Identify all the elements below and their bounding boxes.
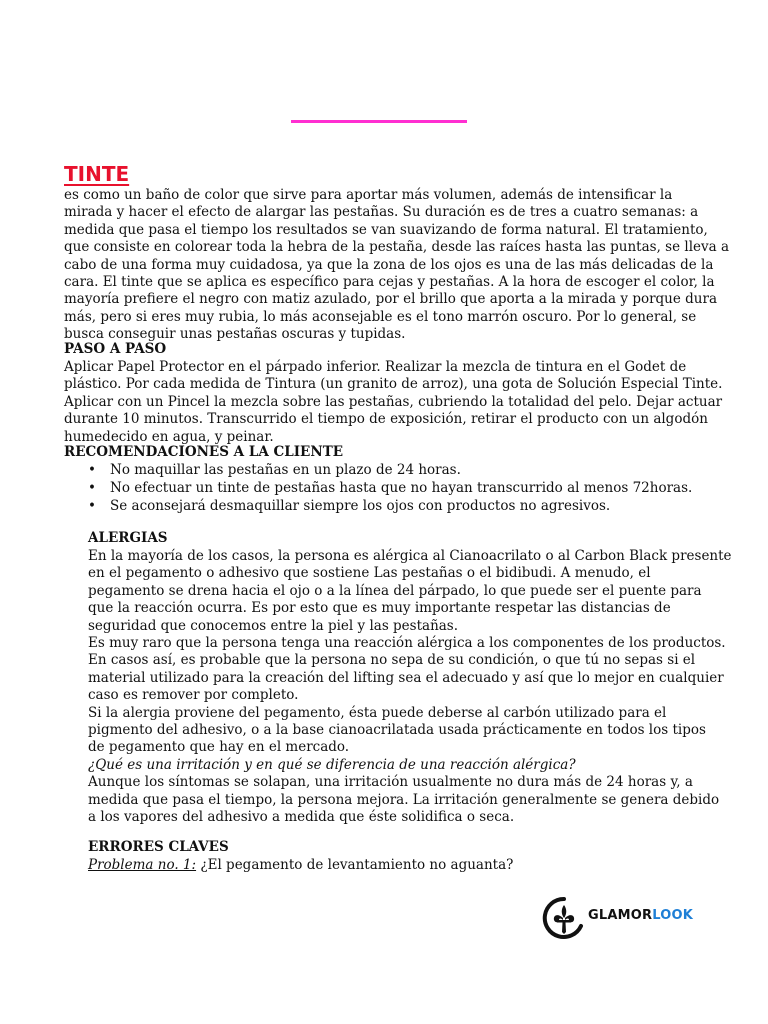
alergias-line: material utilizado para la creación del lifting sea el adecuado y así que lo mejor en cualquier bbox=[88, 669, 724, 686]
intro-line: que consiste en colorear toda la hebra de la pestaña, desde las raíces hasta las puntas, se lleva a bbox=[64, 239, 730, 256]
fleur-de-lis-icon bbox=[542, 896, 586, 940]
paso-paragraph bbox=[64, 359, 722, 446]
alergias-line: En la mayoría de los casos, la persona es alérgica al Cianoacrilato o al Carbon Black presente bbox=[88, 548, 732, 564]
section-title: TINTE bbox=[64, 162, 130, 186]
paso-line: plástico. Por cada medida de Tintura (un granito de arroz), una gota de Solución Especial Tinte. bbox=[64, 376, 723, 393]
recomendaciones-heading: RECOMENDACIONES A LA CLIENTE bbox=[64, 444, 344, 460]
alergias-answer-line: medida que pasa el tiempo, la persona mejora. La irritación generalmente se genera debido bbox=[88, 791, 720, 808]
recomendaciones-list bbox=[88, 461, 692, 515]
bullet-icon: • bbox=[88, 480, 96, 496]
logo-text-dark: GLAMOR bbox=[588, 908, 653, 923]
intro-line: más, pero si eres muy rubia, lo más aconsejable es el tono marrón oscuro. Por lo general, se bbox=[64, 308, 697, 325]
intro-line: busca conseguir unas pestañas oscuras y tupidas. bbox=[64, 326, 406, 343]
list-item bbox=[88, 461, 692, 479]
intro-line: cara. El tinte que se aplica es específico para cejas y pestañas. A la hora de escoger el color, la bbox=[64, 274, 715, 291]
paso-heading: PASO A PASO bbox=[64, 341, 167, 357]
logo-text-accent: LOOK bbox=[652, 908, 694, 923]
list-item bbox=[88, 497, 692, 515]
logo-wordmark bbox=[588, 908, 693, 923]
intro-line: cabo de una forma muy cuidadosa, ya que la zona de los ojos es una de las más delicadas de la bbox=[64, 256, 714, 273]
glamorlook-logo bbox=[542, 896, 694, 940]
alergias-line: seguridad que conocemos entre la piel y las pestañas. bbox=[88, 617, 459, 634]
intro-line: medida que pasa el tiempo los resultados se van suavizando de forma natural. El tratamiento, bbox=[64, 221, 708, 238]
bullet-icon: • bbox=[88, 462, 96, 478]
pink-divider bbox=[291, 120, 467, 123]
alergias-answer-line: Aunque los síntomas se solapan, una irritación usualmente no dura más de 24 horas y, a bbox=[88, 774, 693, 791]
alergias-line: pegamento se drena hacia el ojo o a la línea del párpado, lo que puede ser el puente para bbox=[88, 582, 702, 599]
bullet-icon: • bbox=[88, 498, 96, 514]
alergias-line: pigmento del adhesivo, o a la base cianoacrilatada usada prácticamente en todos los tipos bbox=[88, 722, 706, 739]
list-item-text: Se aconsejará desmaquillar siempre los ojos con productos no agresivos. bbox=[110, 498, 611, 514]
paso-line: Aplicar Papel Protector en el párpado inferior. Realizar la mezcla de tintura en el Godet de bbox=[64, 359, 687, 375]
paso-line: Aplicar con un Pincel la mezcla sobre las pestañas, cubriendo la totalidad del pelo. Dejar actuar bbox=[64, 393, 723, 410]
alergias-line: de pegamento que hay en el mercado. bbox=[88, 739, 350, 756]
alergias-answer-line: a los vapores del adhesivo a medida que éste solidifica o seca. bbox=[88, 809, 515, 826]
alergias-line: En casos así, es probable que la persona no sepa de su condición, o que tú no sepas si el bbox=[88, 652, 696, 669]
intro-line: mayoría prefiere el negro con matiz azulado, por el brillo que aporta a la mirada y porque dura bbox=[64, 291, 717, 308]
problem-line bbox=[88, 857, 513, 874]
list-item bbox=[88, 479, 692, 497]
errores-heading: ERRORES CLAVES bbox=[88, 839, 229, 855]
alergias-line: en el pegamento o adhesivo que sostiene Las pestañas o el bidibudi. A menudo, el bbox=[88, 565, 651, 582]
intro-line: es como un baño de color que sirve para aportar más volumen, además de intensificar la bbox=[64, 187, 673, 203]
intro-paragraph bbox=[64, 187, 729, 344]
paso-line: durante 10 minutos. Transcurrido el tiempo de exposición, retirar el producto con un algodón bbox=[64, 411, 708, 428]
alergias-question: ¿Qué es una irritación y en qué se diferencia de una reacción alérgica? bbox=[88, 756, 576, 773]
alergias-paragraph bbox=[88, 548, 732, 827]
paso-line: humedecido en agua, y peinar. bbox=[64, 428, 274, 445]
alergias-line: Si la alergia proviene del pegamento, ésta puede deberse al carbón utilizado para el bbox=[88, 704, 667, 721]
alergias-heading: ALERGIAS bbox=[88, 530, 168, 546]
alergias-line: caso es remover por completo. bbox=[88, 687, 299, 704]
problem-label: Problema no. 1: bbox=[88, 857, 197, 873]
problem-text: ¿El pegamento de levantamiento no aguanta? bbox=[196, 857, 514, 873]
intro-line: mirada y hacer el efecto de alargar las pestañas. Su duración es de tres a cuatro semanas: a bbox=[64, 204, 699, 221]
list-item-text: No maquillar las pestañas en un plazo de 24 horas. bbox=[110, 462, 461, 478]
alergias-line: que la reacción ocurra. Es por esto que es muy importante respetar las distancias de bbox=[88, 600, 671, 617]
list-item-text: No efectuar un tinte de pestañas hasta que no hayan transcurrido al menos 72horas. bbox=[110, 480, 693, 496]
alergias-line: Es muy raro que la persona tenga una reacción alérgica a los componentes de los productos. bbox=[88, 635, 726, 652]
